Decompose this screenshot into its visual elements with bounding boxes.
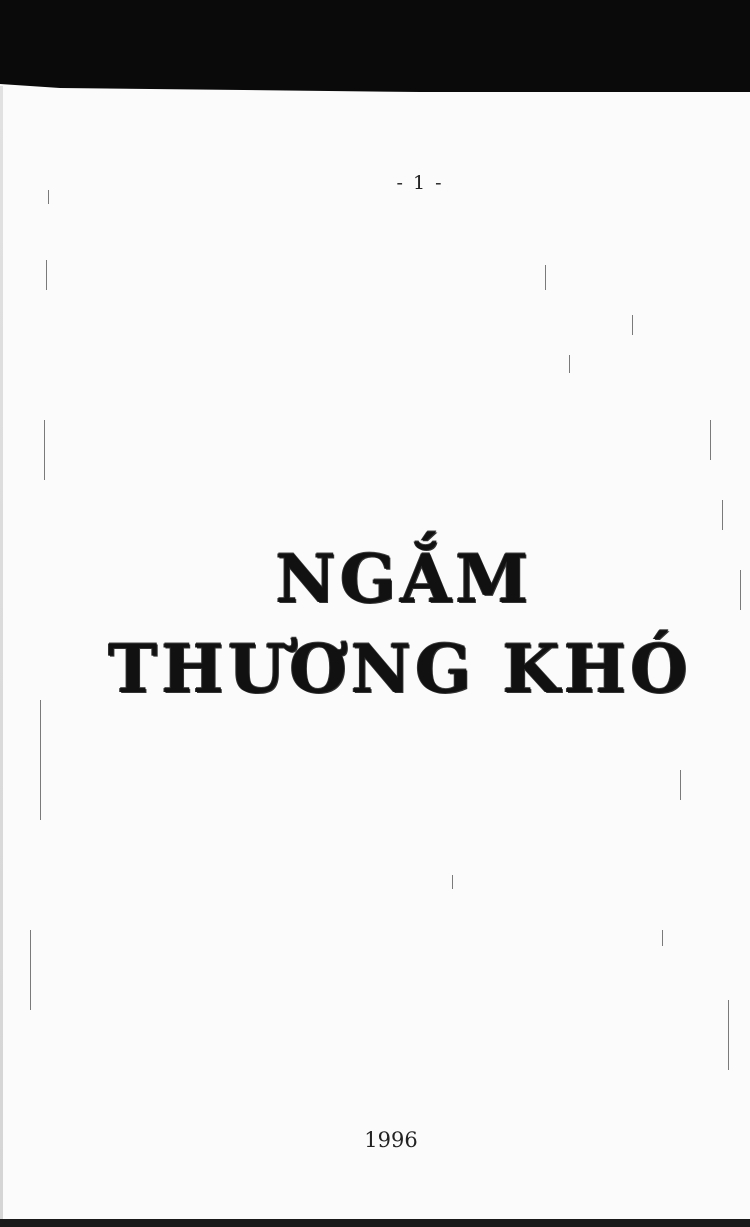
scan-speck [710,420,711,460]
page-number: - 1 - [396,172,444,194]
scan-speck [728,1000,729,1070]
scan-shadow-bottom [0,1219,750,1227]
scan-speck [632,315,633,335]
scan-speck [46,260,47,290]
scan-speck [30,930,31,1010]
scan-speck [40,700,41,820]
scan-speck [452,875,453,889]
scan-speck [662,930,663,946]
scan-speck [722,500,723,530]
title-line-2: THƯƠNG KHÓ [108,630,692,708]
scan-speck [545,265,546,290]
title-line-1: NGẮM [275,540,533,618]
publication-year: 1996 [364,1128,418,1152]
scan-shadow-top [0,0,750,92]
scan-speck [680,770,681,800]
scan-speck [44,420,45,480]
scan-speck [569,355,570,373]
